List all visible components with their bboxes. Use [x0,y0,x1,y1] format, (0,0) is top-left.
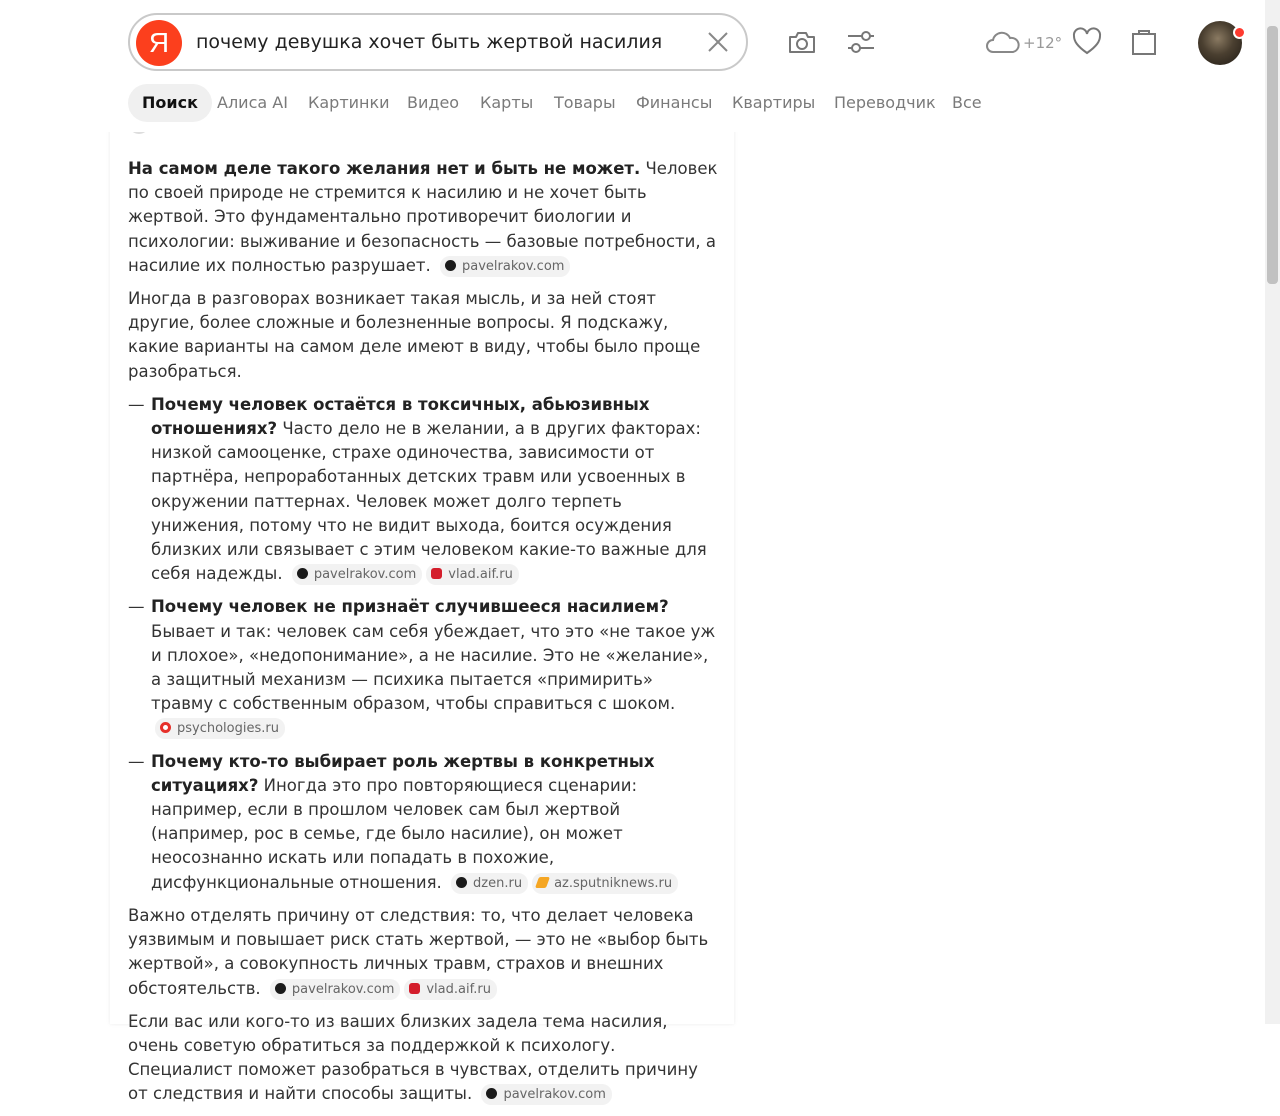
answer-text: Человек по своей природе не стремится к насилию и не хочет быть жертвой. Это фундаментально противоречит биологии и психологии: выживание и безопасность — базовые потребности, а насилие их полностью разрушает. [128,159,718,275]
list-item-title: Почему человек не признаёт случившееся насилием? [151,597,669,617]
pavelrakov-favicon-icon [445,260,456,271]
tab-video[interactable]: Видео [407,93,460,112]
tab-all[interactable]: Все [952,93,982,112]
answer-paragraph-1 [128,157,720,278]
list-item-title: Почему человек остаётся в токсичных, абьюзивных отношениях? [151,394,650,439]
source-link[interactable]: az.sputniknews.ru [532,873,678,894]
pavelrakov-favicon-icon [486,1088,497,1099]
answer-list-item [128,595,720,740]
tab-alice-ai[interactable]: Алиса AI [217,93,288,112]
tab-images[interactable]: Картинки [308,93,390,112]
notification-dot [1233,26,1246,39]
list-dash: — [128,751,145,771]
source-link[interactable]: psychologies.ru [155,718,285,739]
list-item-text: Часто дело не в желании, а в других факторах: низкой самооценке, страхе одиночества, зависимости от партнёра, непроработанных детских травм или усвоенных в окружении паттернах. Человек может долго терпеть унижения, потому что не видит выхода, боится осуждения близких или связывает с этим человеком какие-то важные для себя надежды. [151,419,707,584]
search-input[interactable]: почему девушка хочет быть жертвой насилия [196,31,663,53]
weather-temperature[interactable]: +12° [1023,34,1063,52]
answer-paragraph-2: Иногда в разговорах возникает такая мысль, и за ней стоят другие, более сложные и болезненные вопросы. Я подскажу, какие варианты на самом деле имеют в виду, чтобы было проще разобраться. [128,289,701,381]
clear-search-icon[interactable] [706,30,730,54]
weather-cloud-icon[interactable] [985,26,1021,58]
source-link[interactable]: pavelrakov.com [292,564,422,585]
yandex-logo[interactable]: Я [136,20,182,66]
sputnik-favicon-icon [535,877,550,888]
tab-apartments[interactable]: Квартиры [732,93,816,112]
answer-list-item [128,393,720,587]
source-link[interactable]: dzen.ru [451,873,528,894]
list-dash: — [128,394,145,414]
tab-maps[interactable]: Карты [480,93,534,112]
source-link[interactable]: pavelrakov.com [481,1084,611,1105]
answer-list-item [128,750,720,895]
search-box[interactable] [128,13,748,71]
aif-favicon-icon [431,568,442,579]
tab-products[interactable]: Товары [554,93,616,112]
list-item-text: Бывает и так: человек сам себя убеждает, что это «не такое уж и плохое», «недопонимание», а не насилие. Это не «желание», а защитный механизм — психика пытается «примирить» травму с собственным образом, чтобы справиться с шоком. [151,621,716,714]
list-dash: — [128,597,145,617]
answer-lead-bold: На самом деле такого желания нет и быть не может. [128,159,641,178]
answer-paragraph-3: Важно отделять причину от следствия: то, что делает человека уязвимым и повышает риск стать жертвой, — это не «выбор быть жертвой», а совокупность личных травм, страхов и внешних обстоятельств. pavelrakov.com vlad.aif.ru [128,905,709,998]
scrollbar-thumb[interactable] [1267,26,1278,284]
shopping-bag-icon[interactable] [1128,26,1160,58]
filters-icon[interactable] [845,26,877,58]
psychologies-favicon-icon [160,722,171,733]
tab-translator[interactable]: Переводчик [834,93,936,112]
ai-answer-content [128,157,720,1116]
pavelrakov-favicon-icon [297,568,308,579]
answer-paragraph-4: Если вас или кого-то из ваших близких задела тема насилия, очень советую обратиться за поддержкой к психологу. Специалист поможет разобраться в чувствах, отделить причину от следствия и найти способы защиты. pavelrakov.com [128,1011,698,1104]
pavelrakov-favicon-icon [275,983,286,994]
header [0,0,1265,132]
tab-search[interactable]: Поиск [128,84,212,122]
list-item-title: Почему кто-то выбирает роль жертвы в конкретных ситуациях? [151,751,655,795]
aif-favicon-icon [409,983,420,994]
favorites-heart-icon[interactable] [1071,26,1103,58]
tab-finance[interactable]: Финансы [636,93,713,112]
dzen-favicon-icon [456,877,467,888]
source-link[interactable]: vlad.aif.ru [426,564,519,585]
page-scrollbar[interactable] [1265,0,1280,1024]
camera-icon[interactable] [786,26,818,58]
source-link[interactable]: pavelrakov.com [440,256,570,277]
source-link[interactable]: pavelrakov.com [270,979,400,1000]
list-item-text: Иногда это про повторяющиеся сценарии: например, если в прошлом человек сам был жертвой (например, рос в семье, где было насилие), он может неосознанно искать или попадать в похожие, дисфункциональные отношения. [151,775,638,892]
source-link[interactable]: vlad.aif.ru [404,979,497,1000]
